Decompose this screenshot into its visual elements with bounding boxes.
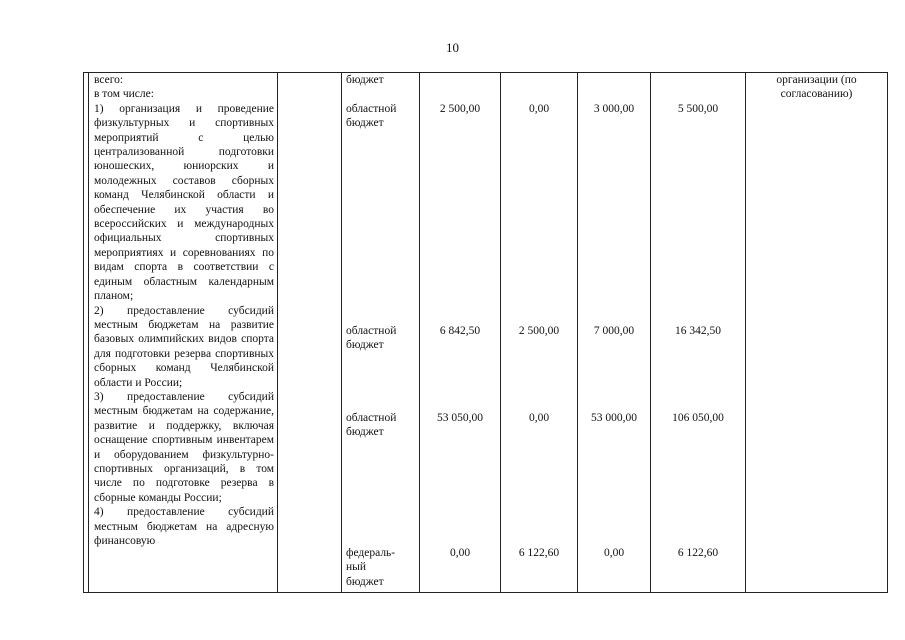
funding-source-item-2 — [346, 324, 417, 411]
including-line: в том числе: — [94, 88, 154, 101]
funding-source-item-3 — [346, 411, 417, 546]
description-cell — [89, 73, 278, 593]
amount-total-value: 16 342,50 — [675, 325, 721, 337]
amount-value: 0,00 — [528, 103, 550, 115]
amount-value: 6 122,60 — [518, 547, 560, 559]
funding-source-line: бюджет — [346, 575, 384, 588]
amount-total-value: 106 050,00 — [672, 412, 724, 424]
amount-total-cell — [651, 73, 746, 593]
funding-source-line: областной — [346, 325, 397, 337]
amount-value: 2 500,00 — [439, 103, 481, 115]
amount-value: 53 000,00 — [591, 412, 637, 424]
amount-value: 0,00 — [449, 547, 471, 559]
amount-col2-cell — [501, 73, 578, 593]
funding-source-line: федераль- — [346, 547, 396, 559]
activity-item-1: 1) организация и проведение физкультурных и спортивных мероприятий с целью централизованной подготовки юношеских, юниорских и молодежных составов сборных команд Челябинской области и обеспечение их участия во всероссийских и международных официальных спортивных мероприятиях и соревнованиях по видам спорта в соответствии с единым областным календарным планом; — [94, 102, 274, 303]
funding-source-line: бюджет — [346, 426, 384, 439]
executor-cell — [746, 73, 888, 593]
funding-source-item-4 — [346, 546, 417, 589]
funding-source-item-1 — [346, 102, 417, 324]
amount-col1-cell — [420, 73, 501, 593]
funding-source-line: ный — [346, 561, 367, 574]
amount-total-value: 6 122,60 — [677, 547, 719, 559]
activity-item-4: 4) предоставление субсидий местным бюджетам на адресную финансовую — [94, 506, 274, 547]
funding-source-line: областной — [346, 412, 397, 424]
amount-value: 7 000,00 — [593, 325, 635, 337]
page-number: 10 — [446, 40, 459, 55]
program-table — [83, 72, 888, 593]
amount-value: 0,00 — [528, 412, 550, 424]
table-row — [84, 73, 888, 593]
funding-source-top-text: бюджет — [346, 74, 384, 86]
amount-value: 53 050,00 — [437, 412, 483, 424]
funding-source-line: бюджет — [346, 339, 384, 352]
amount-value: 0,00 — [603, 547, 625, 559]
activity-item-3: 3) предоставление субсидий местным бюджетам на содержание, развитие и поддержку, включая оснащение спортивным инвентарем и оборудованием физкультурно-спортивных организаций, в том числе по подготовке резерва в сборные команды России; — [94, 390, 274, 504]
blank-column-cell — [278, 73, 342, 593]
executor-line-2: согласованию) — [780, 88, 853, 101]
funding-source-line: бюджет — [346, 117, 384, 130]
amount-col3-cell — [578, 73, 651, 593]
amount-value: 3 000,00 — [593, 103, 635, 115]
amount-total-value: 5 500,00 — [677, 103, 719, 115]
amount-value: 6 842,50 — [439, 325, 481, 337]
funding-source-cell — [342, 73, 420, 593]
executor-line-1: организации (по — [776, 74, 857, 86]
total-line: всего: — [94, 74, 124, 86]
funding-source-line: областной — [346, 103, 397, 115]
activity-item-2: 2) предоставление субсидий местным бюджетам на развитие базовых олимпийских видов спорта для подготовки резерва спортивных сборных команд Челябинской области и России; — [94, 304, 274, 389]
amount-value: 2 500,00 — [518, 325, 560, 337]
funding-source-top — [346, 73, 417, 102]
